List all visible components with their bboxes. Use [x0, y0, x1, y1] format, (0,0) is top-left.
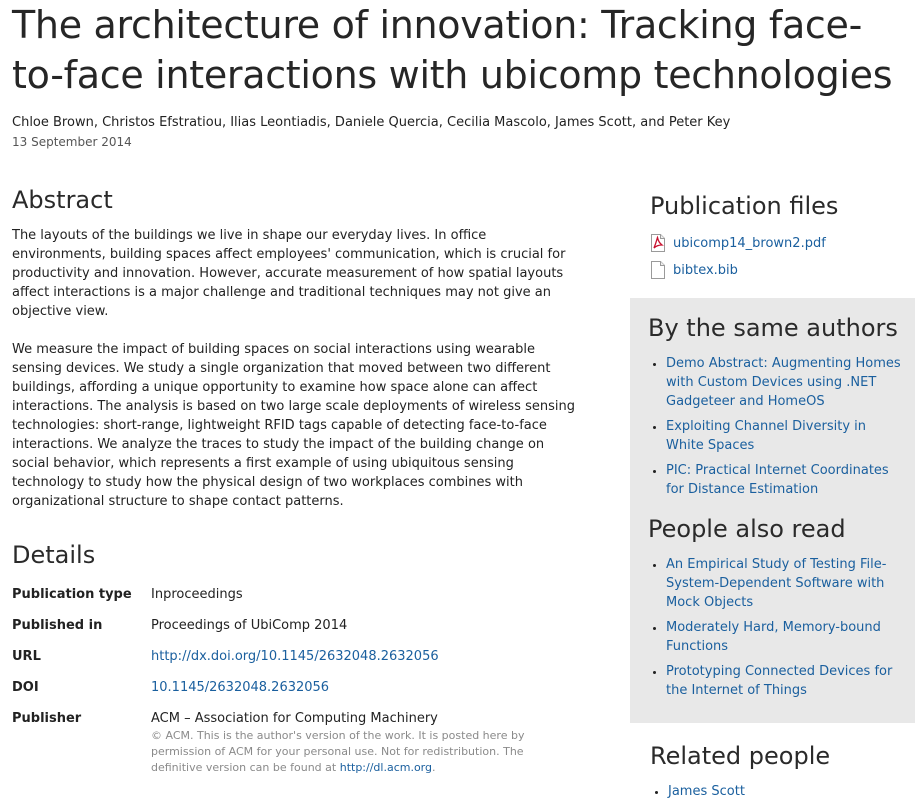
main-content: [12, 184, 580, 776]
details-label: DOI: [12, 680, 39, 695]
list-item: [666, 461, 907, 499]
publication-files-section: [650, 190, 915, 279]
details-label: Publisher: [12, 711, 82, 726]
details-label: Published in: [12, 618, 103, 633]
details-value: Inproceedings: [151, 587, 243, 602]
file-item-bib: [650, 261, 915, 279]
same-authors-list: [648, 354, 907, 499]
details-table: [12, 586, 541, 776]
list-item: [666, 555, 907, 612]
list-item: [666, 354, 907, 411]
same-authors-link[interactable]: Exploiting Channel Diversity in White Spaces: [666, 419, 866, 453]
list-item: [666, 662, 907, 700]
same-authors-link[interactable]: Demo Abstract: Augmenting Homes with Custom Devices using .NET Gadgeteer and HomeOS: [666, 356, 901, 409]
abstract-paragraph: We measure the impact of building spaces on social interactions using wearable sensing devices. We study a single organization that moved between two different buildings, affording a unique opportunity to examine how space alone can affect interactions. The analysis is based on two large scale deployments of wireless sensing technologies: short-range, lightweight RFID tags capable of detecting face-to-face interactions. We analyze the traces to study the impact of the building change on social behavior, which represents a first example of using ubiquitous sensing technology to study how the physical design of two workplaces combines with organizational structure to shape contact patterns.: [12, 342, 575, 509]
related-people-list: [650, 782, 915, 801]
details-label: Publication type: [12, 587, 132, 602]
text-file-icon: [650, 261, 666, 279]
pdf-file-icon: [650, 234, 666, 252]
details-value: ACM – Association for Computing Machinery: [151, 711, 438, 726]
bib-file-link[interactable]: bibtex.bib: [673, 262, 738, 278]
details-row: [12, 648, 541, 679]
publisher-copyright-note: [151, 728, 541, 776]
abstract-paragraph: The layouts of the buildings we live in shape our everyday lives. In office environments, building spaces affect employees' communication, which is crucial for productivity and innovation. However, accurate measurement of how spatial layouts affect interactions is a major challenge and traditional techniques may not give an objective view.: [12, 228, 566, 319]
url-link[interactable]: http://dx.doi.org/10.1145/2632048.2632056: [151, 649, 439, 664]
details-row: [12, 710, 541, 776]
also-read-link[interactable]: An Empirical Study of Testing File-System-Dependent Software with Mock Objects: [666, 557, 887, 610]
same-authors-link[interactable]: PIC: Practical Internet Coordinates for Distance Estimation: [666, 463, 889, 497]
copyright-text: © ACM. This is the author's version of the work. It is posted here by permission of ACM for your personal use. Not for redistribution. The definitive version can be found at: [151, 729, 525, 774]
related-people-section: [650, 740, 915, 807]
abstract-heading: Abstract: [12, 186, 113, 214]
pdf-file-link[interactable]: ubicomp14_brown2.pdf: [673, 235, 826, 251]
details-row: [12, 679, 541, 710]
author-list: Chloe Brown, Christos Efstratiou, Ilias Leontiadis, Daniele Quercia, Cecilia Mascolo, James Scott, and Peter Key: [12, 115, 731, 130]
related-content-box: [630, 298, 915, 723]
acm-dl-link[interactable]: http://dl.acm.org: [339, 761, 432, 774]
details-label: URL: [12, 649, 41, 664]
details-row: [12, 586, 541, 617]
publication-date: 13 September 2014: [12, 135, 132, 149]
note-end: .: [432, 761, 436, 774]
related-people-heading: Related people: [650, 742, 831, 770]
details-value: Proceedings of UbiComp 2014: [151, 618, 348, 633]
doi-link[interactable]: 10.1145/2632048.2632056: [151, 680, 330, 695]
also-read-link[interactable]: Prototyping Connected Devices for the Internet of Things: [666, 664, 893, 698]
people-also-read-heading: People also read: [648, 515, 846, 543]
related-person-link[interactable]: James Scott: [668, 784, 745, 799]
page-title: The architecture of innovation: Tracking face-to-face interactions with ubicomp technologies: [12, 3, 893, 97]
publication-files-heading: Publication files: [650, 192, 839, 220]
details-heading: Details: [12, 541, 96, 569]
list-item: [668, 782, 915, 801]
file-item-pdf: [650, 234, 915, 252]
list-item: [666, 618, 907, 656]
same-authors-heading: By the same authors: [648, 314, 898, 342]
people-also-read-list: [648, 555, 907, 700]
list-item: [666, 417, 907, 455]
also-read-link[interactable]: Moderately Hard, Memory-bound Functions: [666, 620, 881, 654]
details-row: [12, 617, 541, 648]
